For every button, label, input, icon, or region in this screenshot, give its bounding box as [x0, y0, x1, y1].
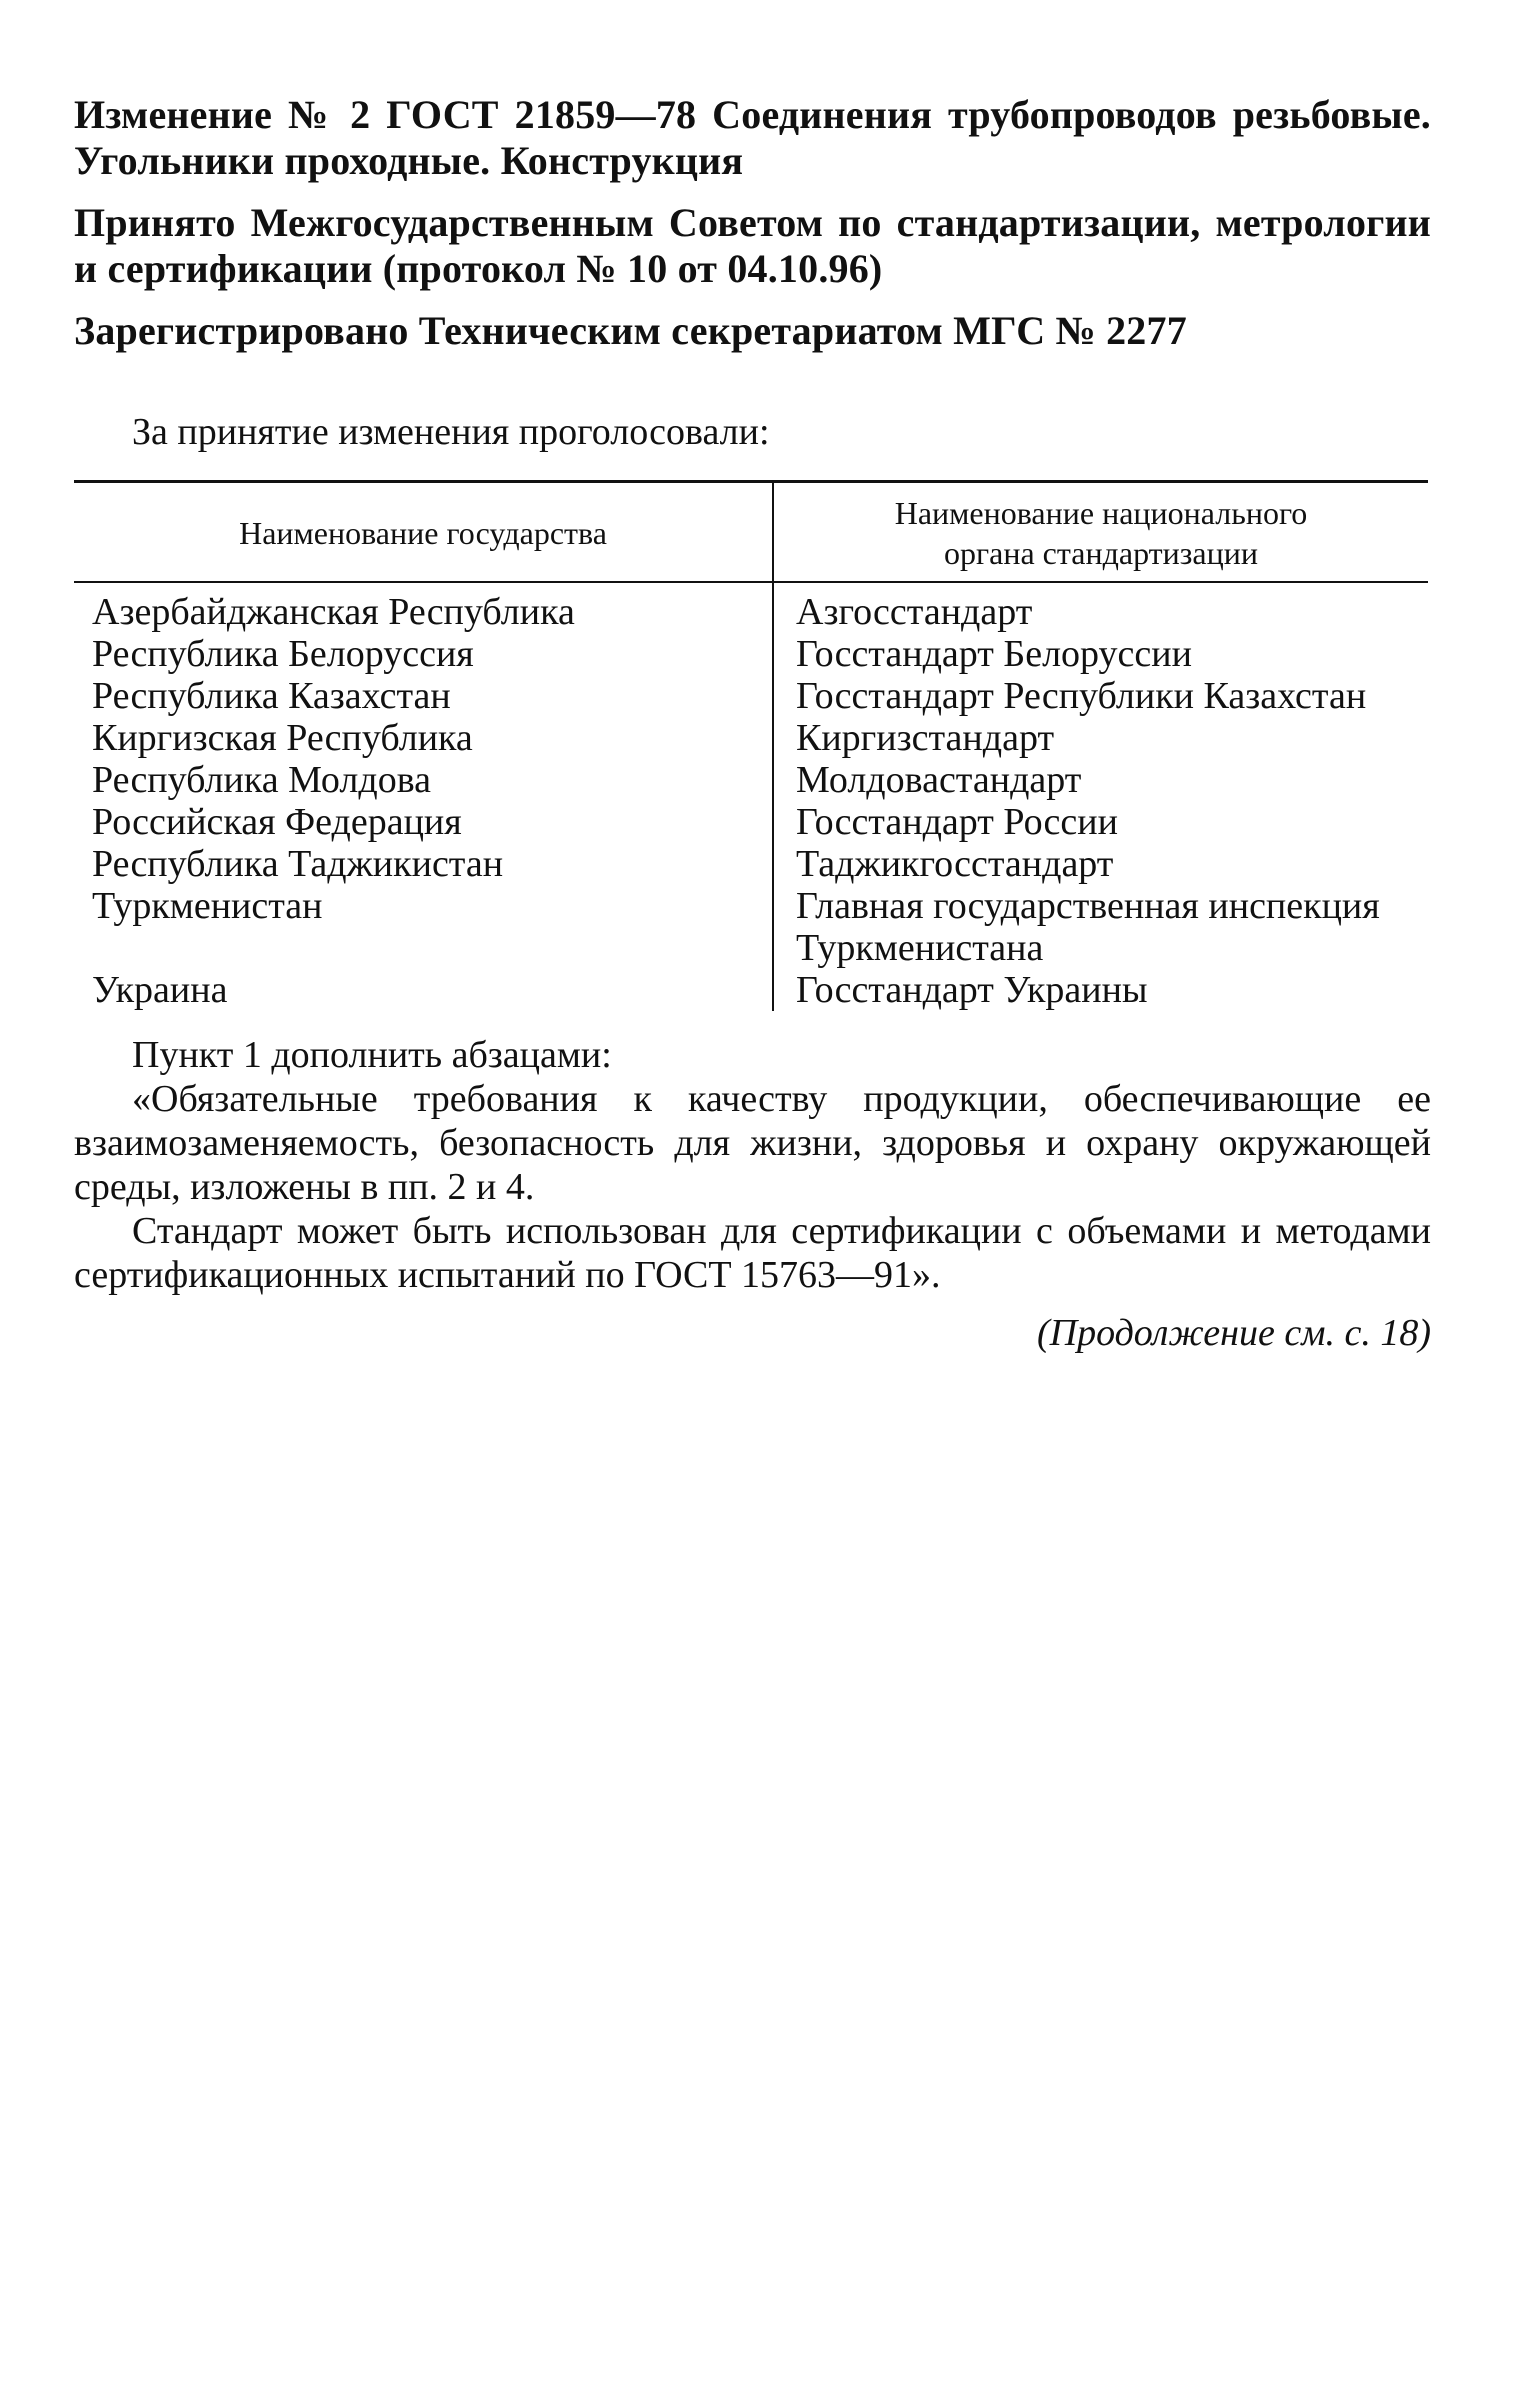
- header-org-line1: Наименование национального: [894, 495, 1308, 531]
- state-cell: Туркменистан: [92, 885, 323, 927]
- document-page: [74, 92, 1431, 1393]
- amendment-title: Изменение № 2 ГОСТ 21859—78 Соединения трубопроводов резьбовые. Угольники проходные. Конструкция: [74, 92, 1431, 183]
- state-cell: Азербайджанская Республика: [92, 591, 575, 633]
- org-cell: Таджикгосстандарт: [773, 843, 1428, 885]
- org-cell: Госстандарт Республики Казахстан: [773, 675, 1428, 717]
- table-row: [74, 717, 1428, 759]
- vote-intro: За принятие изменения проголосовали:: [132, 411, 770, 453]
- org-cell-line1: Главная государственная инспекция: [796, 885, 1380, 927]
- org-cell: Азгосстандарт: [773, 582, 1428, 633]
- header-org-line2: органа стандартизации: [944, 535, 1258, 571]
- header-state: Наименование государства: [74, 482, 773, 583]
- table-row: [74, 582, 1428, 633]
- org-cell: Госстандарт Белоруссии: [773, 633, 1428, 675]
- table-row: [74, 675, 1428, 717]
- org-cell: [773, 885, 1428, 969]
- org-cell-line2: Туркменистана: [796, 927, 1044, 969]
- paragraph-requirements: «Обязательные требования к качеству продукции, обеспечивающие ее взаимозаменяемость, безопасность для жизни, здоровья и охрану окружающей среды, изложены в пп. 2 и 4.: [74, 1078, 1431, 1208]
- org-cell: Госстандарт Украины: [773, 969, 1428, 1011]
- continuation-note: (Продолжение см. с. 18): [1036, 1312, 1431, 1354]
- adoption-statement: Принято Межгосударственным Советом по стандартизации, метрологии и сертификации (протокол № 10 от 04.10.96): [74, 200, 1431, 291]
- state-cell: Республика Белоруссия: [92, 633, 474, 675]
- table-row: [74, 885, 1428, 969]
- state-cell: Киргизская Республика: [92, 717, 473, 759]
- table-row: [74, 843, 1428, 885]
- state-cell: Российская Федерация: [92, 801, 462, 843]
- org-cell: Молдовастандарт: [773, 759, 1428, 801]
- table-header-row: [74, 482, 1428, 583]
- paragraph-certification: Стандарт может быть использован для сертификации с объемами и методами сертификационных испытаний по ГОСТ 15763—91».: [74, 1210, 1431, 1296]
- header-org: [773, 482, 1428, 583]
- state-cell: Республика Казахстан: [92, 675, 451, 717]
- state-cell: Украина: [92, 969, 228, 1011]
- table-row: [74, 801, 1428, 843]
- table-row: [74, 969, 1428, 1011]
- org-cell: Госстандарт России: [773, 801, 1428, 843]
- org-cell: Киргизстандарт: [773, 717, 1428, 759]
- paragraph-point1: Пункт 1 дополнить абзацами:: [132, 1034, 612, 1076]
- state-cell: Республика Молдова: [92, 759, 432, 801]
- table-row: [74, 759, 1428, 801]
- voting-table: [74, 480, 1428, 1011]
- state-cell: Республика Таджикистан: [92, 843, 504, 885]
- registration-statement: Зарегистрировано Техническим секретариатом МГС № 2277: [74, 308, 1187, 353]
- table-row: [74, 633, 1428, 675]
